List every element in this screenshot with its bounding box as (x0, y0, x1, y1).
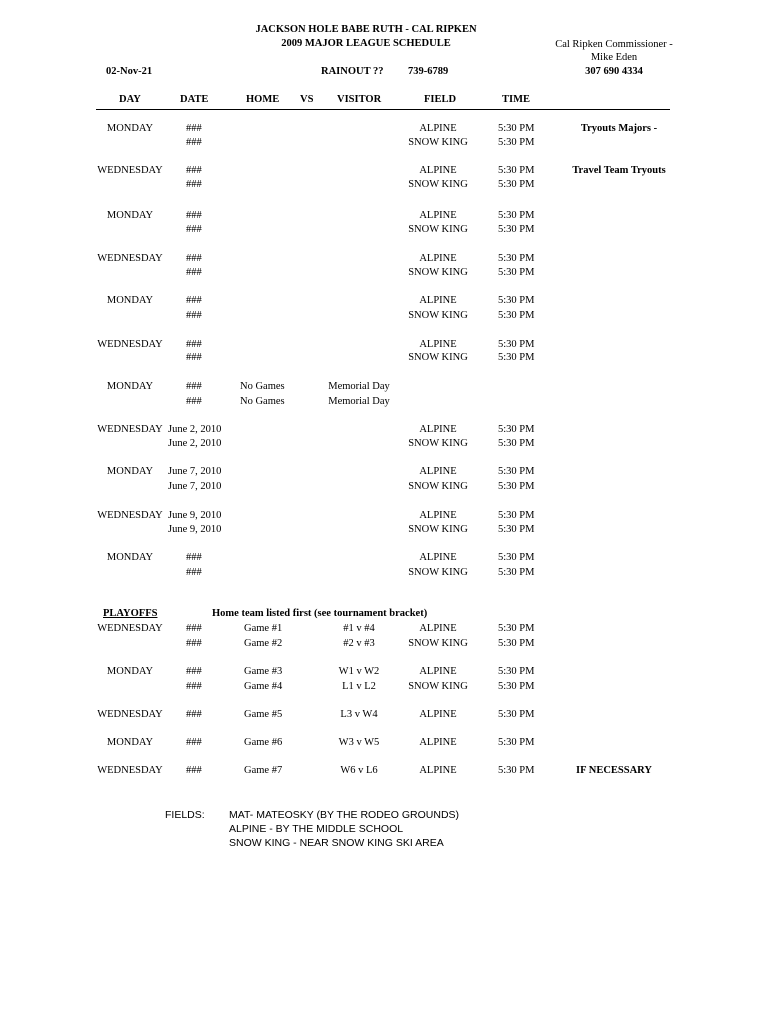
row-date: ### (186, 224, 202, 235)
row-time: 5:30 PM (498, 638, 535, 649)
row-date: ### (186, 179, 202, 190)
row-day: MONDAY (106, 295, 154, 306)
rainout-phone: 739-6789 (408, 66, 449, 77)
row-field: ALPINE (419, 623, 457, 634)
row-time: 5:30 PM (498, 623, 535, 634)
row-home: Game #1 (244, 623, 283, 634)
row-field: SNOW KING (408, 567, 468, 578)
row-date: ### (186, 623, 202, 634)
row-field: ALPINE (419, 123, 457, 134)
fields-legend-line: MAT- MATEOSKY (BY THE RODEO GROUNDS) (229, 809, 460, 821)
row-field: ALPINE (419, 765, 457, 776)
row-day: MONDAY (106, 466, 154, 477)
row-time: 5:30 PM (498, 552, 535, 563)
row-date: ### (186, 381, 202, 392)
row-visitor: W1 v W2 (338, 666, 380, 677)
row-time: 5:30 PM (498, 510, 535, 521)
row-time: 5:30 PM (498, 179, 535, 190)
row-time: 5:30 PM (498, 709, 535, 720)
row-field: SNOW KING (408, 137, 468, 148)
row-field: ALPINE (419, 339, 457, 350)
row-day: WEDNESDAY (97, 339, 163, 350)
playoffs-note: Home team listed first (see tournament bracket) (212, 608, 428, 619)
row-field: ALPINE (419, 666, 457, 677)
row-field: SNOW KING (408, 179, 468, 190)
row-time: 5:30 PM (498, 310, 535, 321)
fields-legend-line: SNOW KING - NEAR SNOW KING SKI AREA (229, 837, 444, 849)
row-date: ### (186, 666, 202, 677)
row-date: June 9, 2010 (168, 524, 222, 535)
row-date: ### (186, 339, 202, 350)
row-time: 5:30 PM (498, 224, 535, 235)
row-day: MONDAY (106, 552, 154, 563)
row-visitor: L3 v W4 (340, 709, 378, 720)
row-note: Travel Team Tryouts (572, 165, 666, 176)
row-date: ### (186, 310, 202, 321)
row-home: Game #2 (244, 638, 283, 649)
row-note: IF NECESSARY (576, 765, 652, 776)
row-field: SNOW KING (408, 352, 468, 363)
row-time: 5:30 PM (498, 352, 535, 363)
row-field: ALPINE (419, 510, 457, 521)
document-title: JACKSON HOLE BABE RUTH - CAL RIPKEN (255, 24, 477, 35)
row-home: Game #4 (244, 681, 283, 692)
row-date: ### (186, 709, 202, 720)
column-header-day: DAY (119, 94, 141, 105)
row-day: WEDNESDAY (97, 765, 163, 776)
row-time: 5:30 PM (498, 481, 535, 492)
row-time: 5:30 PM (498, 123, 535, 134)
row-time: 5:30 PM (498, 438, 535, 449)
rainout-label: RAINOUT ?? (321, 66, 384, 77)
row-time: 5:30 PM (498, 524, 535, 535)
row-time: 5:30 PM (498, 737, 535, 748)
row-day: WEDNESDAY (97, 510, 163, 521)
row-date: ### (186, 765, 202, 776)
row-date: ### (186, 352, 202, 363)
column-header-time: TIME (502, 94, 531, 105)
column-header-vs: VS (300, 94, 314, 105)
row-home: Game #5 (244, 709, 283, 720)
row-visitor: Memorial Day (328, 381, 390, 392)
row-date: ### (186, 396, 202, 407)
row-date: June 2, 2010 (168, 438, 222, 449)
row-date: ### (186, 567, 202, 578)
row-field: ALPINE (419, 709, 457, 720)
row-day: WEDNESDAY (97, 253, 163, 264)
row-day: MONDAY (106, 210, 154, 221)
row-field: ALPINE (419, 210, 457, 221)
row-field: SNOW KING (408, 310, 468, 321)
row-date: June 7, 2010 (168, 466, 222, 477)
row-visitor: W6 v L6 (340, 765, 378, 776)
row-time: 5:30 PM (498, 666, 535, 677)
row-time: 5:30 PM (498, 267, 535, 278)
column-header-home: HOME (246, 94, 280, 105)
row-visitor: Memorial Day (328, 396, 390, 407)
row-field: ALPINE (419, 424, 457, 435)
row-day: WEDNESDAY (97, 709, 163, 720)
row-date: ### (186, 253, 202, 264)
row-date: ### (186, 137, 202, 148)
row-field: SNOW KING (408, 524, 468, 535)
row-date: ### (186, 165, 202, 176)
column-header-date: DATE (180, 94, 209, 105)
row-visitor: #1 v #4 (343, 623, 375, 634)
row-time: 5:30 PM (498, 466, 535, 477)
row-date: ### (186, 638, 202, 649)
row-field: SNOW KING (408, 224, 468, 235)
column-header-field: FIELD (424, 94, 457, 105)
row-visitor: #2 v #3 (343, 638, 375, 649)
row-day: MONDAY (106, 123, 154, 134)
row-date: ### (186, 681, 202, 692)
row-field: SNOW KING (408, 481, 468, 492)
commissioner-phone: 307 690 4334 (585, 66, 643, 77)
row-day: WEDNESDAY (97, 623, 163, 634)
row-date: ### (186, 210, 202, 221)
row-visitor: L1 v L2 (342, 681, 376, 692)
row-date: ### (186, 295, 202, 306)
row-time: 5:30 PM (498, 681, 535, 692)
row-field: SNOW KING (408, 638, 468, 649)
row-time: 5:30 PM (498, 137, 535, 148)
row-visitor: W3 v W5 (338, 737, 380, 748)
row-time: 5:30 PM (498, 567, 535, 578)
row-field: SNOW KING (408, 438, 468, 449)
row-day: WEDNESDAY (97, 424, 163, 435)
row-day: WEDNESDAY (97, 165, 163, 176)
print-date: 02-Nov-21 (106, 66, 153, 77)
row-time: 5:30 PM (498, 295, 535, 306)
row-field: ALPINE (419, 295, 457, 306)
commissioner-title: Cal Ripken Commissioner - (555, 39, 673, 50)
column-header-visitor: VISITOR (337, 94, 382, 105)
row-field: ALPINE (419, 466, 457, 477)
row-date: ### (186, 123, 202, 134)
row-date: ### (186, 552, 202, 563)
row-field: SNOW KING (408, 267, 468, 278)
row-day: MONDAY (106, 666, 154, 677)
commissioner-name: Mike Eden (590, 52, 638, 63)
row-time: 5:30 PM (498, 765, 535, 776)
header-divider (96, 109, 670, 110)
row-field: SNOW KING (408, 681, 468, 692)
row-note: Tryouts Majors - (580, 123, 658, 134)
row-time: 5:30 PM (498, 339, 535, 350)
row-date: ### (186, 267, 202, 278)
row-date: June 2, 2010 (168, 424, 222, 435)
row-time: 5:30 PM (498, 165, 535, 176)
row-home: Game #6 (244, 737, 283, 748)
row-date: June 7, 2010 (168, 481, 222, 492)
row-time: 5:30 PM (498, 424, 535, 435)
playoffs-label: PLAYOFFS (103, 608, 158, 619)
row-home: Game #3 (244, 666, 283, 677)
document-subtitle: 2009 MAJOR LEAGUE SCHEDULE (281, 38, 451, 49)
fields-legend-label: FIELDS: (165, 809, 205, 821)
row-home: No Games (240, 381, 285, 392)
row-date: June 9, 2010 (168, 510, 222, 521)
row-day: MONDAY (106, 737, 154, 748)
row-home: Game #7 (244, 765, 283, 776)
row-day: MONDAY (106, 381, 154, 392)
row-date: ### (186, 737, 202, 748)
row-field: ALPINE (419, 552, 457, 563)
row-field: ALPINE (419, 737, 457, 748)
row-home: No Games (240, 396, 285, 407)
fields-legend-line: ALPINE - BY THE MIDDLE SCHOOL (229, 823, 404, 835)
row-time: 5:30 PM (498, 210, 535, 221)
row-field: ALPINE (419, 253, 457, 264)
row-time: 5:30 PM (498, 253, 535, 264)
row-field: ALPINE (419, 165, 457, 176)
